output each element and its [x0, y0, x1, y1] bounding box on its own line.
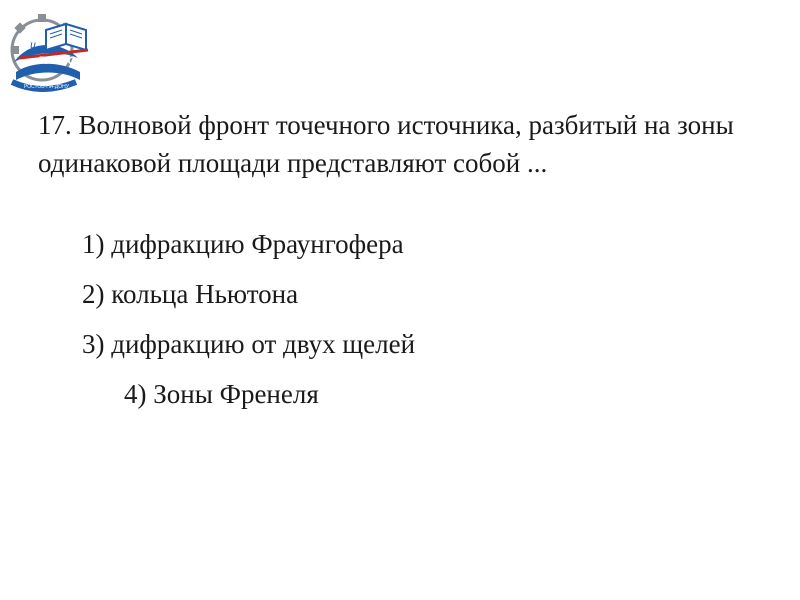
answer-option-2: 2) кольца Ньютона — [82, 279, 299, 309]
svg-text:РГУПС: РГУПС — [38, 55, 76, 67]
answer-option-3: 3) дифракцию от двух щелей — [82, 329, 416, 359]
answer-option-1: 1) дифракцию Фраунгофера — [82, 229, 404, 259]
svg-text:u: u — [30, 37, 36, 51]
rgups-logo — [0, 0, 96, 92]
rgups-logo-icon — [0, 0, 96, 92]
svg-text:РОСТОВ-НА-ДОНУ: РОСТОВ-НА-ДОНУ — [24, 84, 69, 90]
question-text: 17. Волновой фронт точечного источника, разбитый на зоны одинаковой площади представляют собой ... — [38, 110, 734, 178]
answer-option-4: 4) Зоны Френеля — [124, 379, 319, 409]
